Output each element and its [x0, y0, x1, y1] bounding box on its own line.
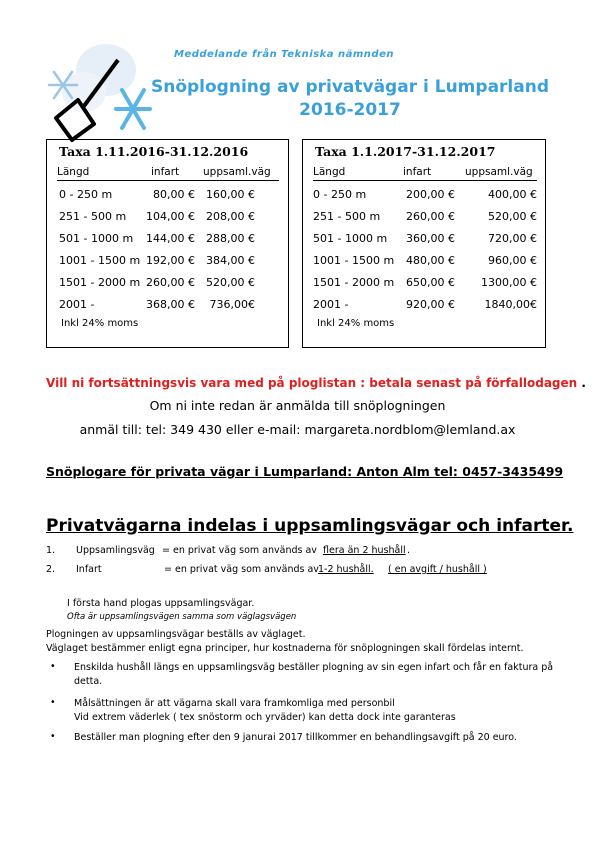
column-header-length: Längd: [57, 166, 90, 178]
definition-text: = en privat väg som används av: [162, 545, 317, 556]
column-header-driveway: infart: [403, 166, 432, 178]
definition-term: Uppsamlingsväg: [76, 545, 155, 556]
collector-price-cell: 1300,00 €: [481, 276, 537, 289]
length-cell: 2001 -: [313, 298, 349, 311]
definition-number: 1.: [46, 545, 56, 556]
ordering-text: Plogningen av uppsamlingsvägar beställs av väglaget.: [46, 629, 306, 640]
tax-note: Inkl 24% moms: [317, 318, 395, 329]
snow-shovel-logo: [44, 40, 154, 145]
tax-table-title: Taxa 1.11.2016-31.12.2016: [59, 144, 249, 159]
length-cell: 1001 - 1500 m: [59, 254, 141, 267]
length-cell: 2001 -: [59, 298, 95, 311]
page-title-line1: Snöplogning av privatvägar i Lumparland: [150, 77, 549, 97]
section-title: Privatvägarna indelas i uppsamlingsvägar och infarter.: [46, 516, 574, 536]
ordering-text: Väglaget bestämmer enligt egna principer, hur kostnaderna för snöplogningen skall fördelas internt.: [46, 643, 524, 654]
collector-price-cell: 736,00€: [209, 298, 255, 311]
registration-contact: anmäl till: tel: 349 430 eller e-mail: margareta.nordblom@lemland.ax: [79, 422, 516, 437]
collector-price-cell: 1840,00€: [484, 298, 537, 311]
length-cell: 1501 - 2000 m: [313, 276, 395, 289]
driveway-price-cell: 368,00 €: [146, 298, 195, 311]
driveway-price-cell: 200,00 €: [406, 188, 455, 201]
length-cell: 1001 - 1500 m: [313, 254, 395, 267]
snowflake-icon: [116, 90, 150, 128]
length-cell: 1501 - 2000 m: [59, 276, 141, 289]
column-header-collector-road: uppsaml.väg: [465, 166, 533, 178]
definition-number: 2.: [46, 564, 56, 575]
driveway-price-cell: 260,00 €: [406, 210, 455, 223]
driveway-price-cell: 480,00 €: [406, 254, 455, 267]
bullet-text: Målsättningen är att vägarna skall vara framkomliga med personbil Vid extrem väderlek ( tex snöstorm och yrväder) kan detta dock inte garanteras: [74, 698, 456, 723]
column-header-collector-road: uppsaml.väg: [203, 166, 271, 178]
length-cell: 0 - 250 m: [59, 188, 113, 201]
bullet-dot: •: [50, 697, 56, 708]
registration-info: Om ni inte redan är anmälda till snöplogningen: [149, 398, 446, 413]
length-cell: 501 - 1000 m: [313, 232, 388, 245]
payment-notice-text: Vill ni fortsättningsvis vara med på ploglistan : betala senast på förfallodagen: [46, 376, 578, 390]
collector-price-cell: 720,00 €: [488, 232, 537, 245]
definition-highlight: 1-2 hushåll.: [318, 564, 374, 575]
header-subtitle: Meddelande från Tekniska nämnden: [174, 49, 394, 60]
length-cell: 501 - 1000 m: [59, 232, 134, 245]
bullet-dot: •: [50, 731, 56, 742]
collector-price-cell: 960,00 €: [488, 254, 537, 267]
collector-price-cell: 520,00 €: [488, 210, 537, 223]
collector-price-cell: 520,00 €: [206, 276, 255, 289]
collector-price-cell: 400,00 €: [488, 188, 537, 201]
column-header-driveway: infart: [151, 166, 180, 178]
tax-table-title: Taxa 1.1.2017-31.12.2017: [315, 144, 496, 159]
tax-table-2017: [302, 139, 546, 348]
page-title: [150, 76, 550, 122]
column-header-length: Längd: [313, 166, 346, 178]
definition-tail: ( en avgift / hushåll ): [388, 564, 487, 575]
driveway-price-cell: 260,00 €: [146, 276, 195, 289]
page-title-line2: 2016-2017: [299, 100, 401, 120]
driveway-price-cell: 80,00 €: [153, 188, 195, 201]
header-underline: [313, 180, 537, 181]
bullet-dot: •: [50, 661, 56, 672]
definition-term: Infart: [76, 564, 102, 575]
bullet-text: Beställer man plogning efter den 9 janurai 2017 tillkommer en behandlingsavgift på 20 euro.: [74, 732, 517, 743]
driveway-price-cell: 920,00 €: [406, 298, 455, 311]
first-plowed-text: I första hand plogas uppsamlingsvägar.: [67, 598, 255, 609]
collector-price-cell: 384,00 €: [206, 254, 255, 267]
collector-price-cell: 208,00 €: [206, 210, 255, 223]
payment-notice-tail: .: [581, 376, 586, 390]
collector-price-cell: 288,00 €: [206, 232, 255, 245]
first-plowed-note: Ofta är uppsamlingsvägen samma som väglagsvägen: [67, 612, 297, 622]
collector-price-cell: 160,00 €: [206, 188, 255, 201]
driveway-price-cell: 360,00 €: [406, 232, 455, 245]
driveway-price-cell: 104,00 €: [146, 210, 195, 223]
bullet-text: Enskilda hushåll längs en uppsamlingsväg beställer plogning av sin egen infart och får en faktura på detta.: [74, 662, 554, 687]
length-cell: 0 - 250 m: [313, 188, 367, 201]
driveway-price-cell: 144,00 €: [146, 232, 195, 245]
definition-tail: .: [407, 545, 411, 556]
driveway-price-cell: 192,00 €: [146, 254, 195, 267]
payment-notice: [46, 376, 586, 390]
length-cell: 251 - 500 m: [313, 210, 381, 223]
length-cell: 251 - 500 m: [59, 210, 127, 223]
plowman-contact: Snöplogare för privata vägar i Lumparland: Anton Alm tel: 0457-3435499: [46, 464, 564, 479]
definition-highlight: flera än 2 hushåll: [323, 545, 406, 556]
definition-text: = en privat väg som används av: [164, 564, 319, 575]
header-underline: [57, 180, 279, 181]
driveway-price-cell: 650,00 €: [406, 276, 455, 289]
tax-table-2016: [46, 139, 289, 348]
tax-note: Inkl 24% moms: [61, 318, 139, 329]
